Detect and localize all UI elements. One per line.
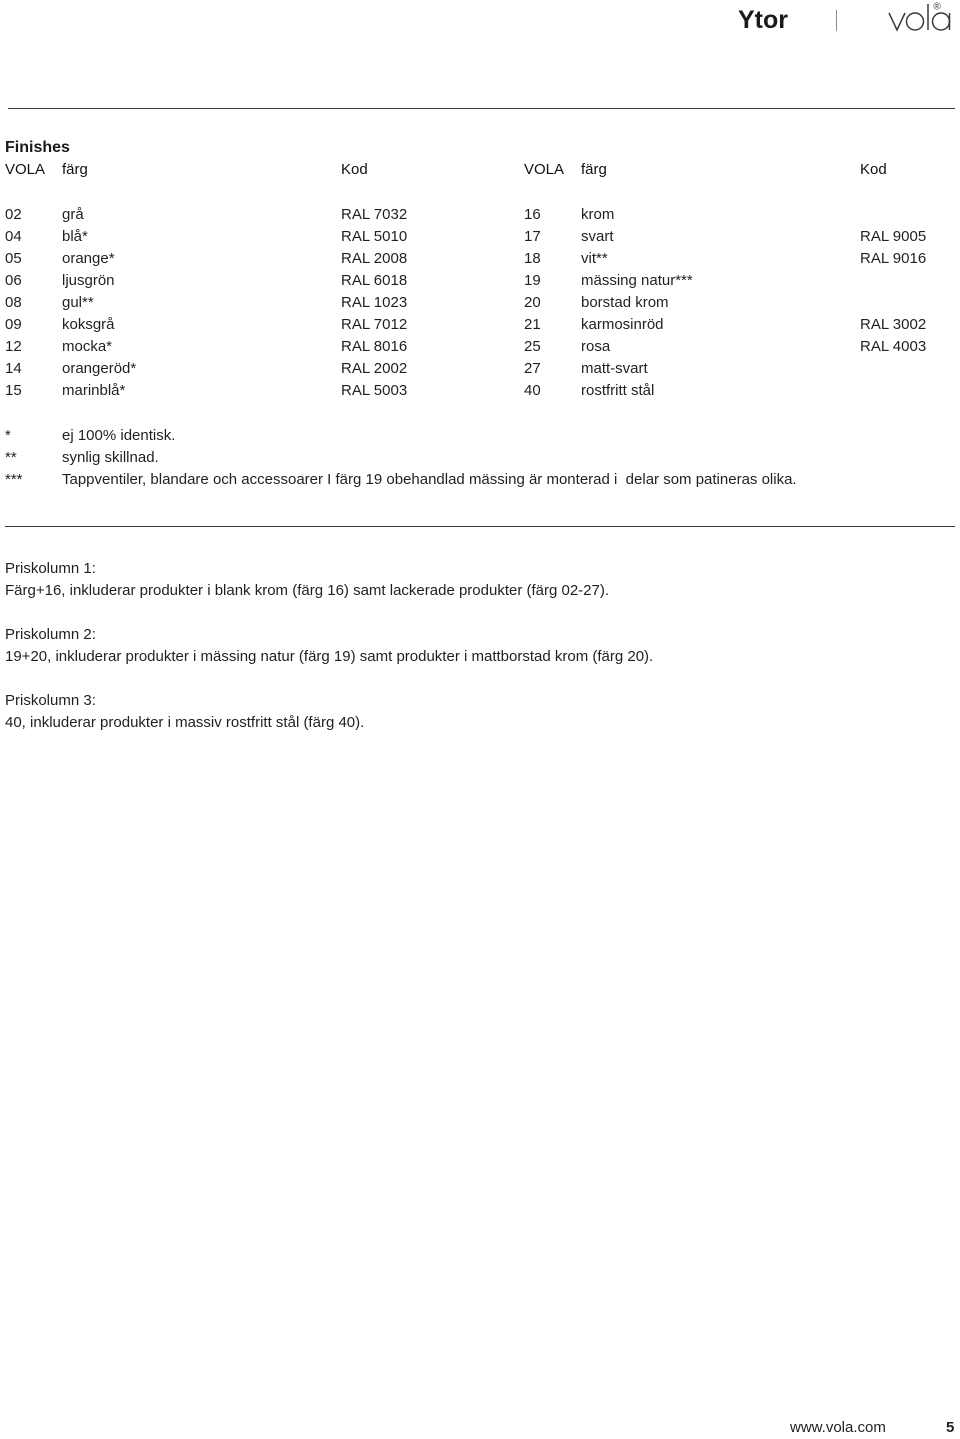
column-header-code: Kod [341, 161, 368, 178]
logo-letter-a-bowl [933, 13, 950, 30]
price-column-description: 40, inkluderar produkter i massiv rostfritt stål (färg 40). [5, 714, 365, 731]
finish-number: 18 [524, 250, 541, 267]
footnote-mark: ** [5, 449, 17, 466]
finish-row [524, 314, 960, 336]
finish-color-name: koksgrå [62, 316, 115, 333]
finish-ral-code: RAL 5003 [341, 382, 408, 399]
footnote [5, 447, 955, 469]
footnote-text: Tappventiler, blandare och accessoarer I färg 19 obehandlad mässing är monterad i delar som patineras olika. [62, 471, 797, 488]
finish-row [524, 336, 960, 358]
column-header-code: Kod [860, 161, 887, 178]
finish-row [524, 270, 960, 292]
finish-color-name: borstad krom [581, 294, 669, 311]
finish-row [5, 226, 445, 248]
finish-number: 40 [524, 382, 541, 399]
price-column-label: Priskolumn 2: [5, 626, 96, 643]
finish-row [5, 292, 445, 314]
finish-number: 09 [5, 316, 22, 333]
finish-row [5, 380, 445, 402]
finish-number: 17 [524, 228, 541, 245]
finish-number: 04 [5, 228, 22, 245]
finish-ral-code: RAL 3002 [860, 316, 927, 333]
finish-number: 08 [5, 294, 22, 311]
finish-color-name: mocka* [62, 338, 113, 355]
price-column-2 [5, 624, 955, 668]
finish-ral-code: RAL 4003 [860, 338, 927, 355]
footer-url: www.vola.com [790, 1419, 886, 1436]
logo-letter-o [907, 13, 924, 30]
price-column-3 [5, 690, 955, 734]
finish-ral-code: RAL 6018 [341, 272, 408, 289]
finish-row [5, 336, 445, 358]
header-divider [836, 10, 837, 31]
finishes-table-left [5, 159, 445, 402]
finish-color-name: rosa [581, 338, 611, 355]
finish-number: 05 [5, 250, 22, 267]
middle-rule [5, 526, 955, 527]
finish-color-name: krom [581, 206, 615, 223]
finishes-rows-left [5, 204, 445, 402]
finish-number: 19 [524, 272, 541, 289]
finish-number: 27 [524, 360, 541, 377]
finish-color-name: orangeröd* [62, 360, 137, 377]
finish-ral-code: RAL 1023 [341, 294, 408, 311]
finish-number: 12 [5, 338, 22, 355]
finishes-rows-right [524, 204, 960, 402]
price-column-label: Priskolumn 3: [5, 692, 96, 709]
price-column-description: Färg+16, inkluderar produkter i blank krom (färg 16) samt lackerade produkter (färg 02-27). [5, 582, 610, 599]
footnote-mark: * [5, 427, 11, 444]
footnote-text: synlig skillnad. [62, 449, 159, 466]
finish-color-name: svart [581, 228, 614, 245]
finish-color-name: ljusgrön [62, 272, 115, 289]
finish-row [5, 270, 445, 292]
column-header-color: färg [581, 161, 607, 178]
price-column-1 [5, 558, 955, 602]
footnote [5, 469, 955, 491]
finish-color-name: orange* [62, 250, 115, 267]
finish-color-name: rostfritt stål [581, 382, 655, 399]
finish-color-name: blå* [62, 228, 88, 245]
finish-ral-code: RAL 2002 [341, 360, 408, 377]
table-header-row [5, 159, 445, 181]
top-rule [8, 108, 955, 109]
finish-number: 06 [5, 272, 22, 289]
finish-color-name: mässing natur*** [581, 272, 693, 289]
footnote-text: ej 100% identisk. [62, 427, 176, 444]
finish-color-name: gul** [62, 294, 94, 311]
finish-number: 20 [524, 294, 541, 311]
footnote-mark: *** [5, 471, 23, 488]
table-header-row [524, 159, 960, 181]
footnote [5, 425, 955, 447]
finish-ral-code: RAL 7012 [341, 316, 408, 333]
finish-number: 15 [5, 382, 22, 399]
finish-color-name: matt-svart [581, 360, 648, 377]
finish-ral-code: RAL 9005 [860, 228, 927, 245]
finish-ral-code: RAL 7032 [341, 206, 408, 223]
price-column-label: Priskolumn 1: [5, 560, 96, 577]
finish-number: 14 [5, 360, 22, 377]
column-header-color: färg [62, 161, 88, 178]
finish-ral-code: RAL 9016 [860, 250, 927, 267]
finish-row [524, 248, 960, 270]
finish-number: 25 [524, 338, 541, 355]
footnotes [5, 425, 955, 491]
finish-row [5, 248, 445, 270]
finish-row [5, 358, 445, 380]
finish-number: 16 [524, 206, 541, 223]
finish-number: 21 [524, 316, 541, 333]
page-number: 5 [946, 1419, 955, 1436]
section-title: Ytor [738, 6, 788, 34]
finish-color-name: vit** [581, 250, 608, 267]
price-columns [5, 558, 955, 756]
finish-row [524, 380, 960, 402]
finish-row [5, 204, 445, 226]
logo-letter-v [889, 13, 905, 30]
finish-ral-code: RAL 2008 [341, 250, 408, 267]
column-header-vola: VOLA [524, 161, 565, 178]
finish-row [524, 226, 960, 248]
price-column-description: 19+20, inkluderar produkter i mässing natur (färg 19) samt produkter i mattborstad krom (färg 20). [5, 648, 654, 665]
finish-row [524, 292, 960, 314]
finish-row [524, 204, 960, 226]
finish-color-name: karmosinröd [581, 316, 664, 333]
finish-ral-code: RAL 8016 [341, 338, 408, 355]
finishes-title: Finishes [5, 139, 70, 156]
finishes-table-right [524, 159, 960, 402]
finish-color-name: marinblå* [62, 382, 126, 399]
finish-row [5, 314, 445, 336]
finish-ral-code: RAL 5010 [341, 228, 408, 245]
vola-logo [886, 1, 958, 33]
registered-mark: ® [933, 1, 941, 13]
finish-color-name: grå [62, 206, 84, 223]
finish-number: 02 [5, 206, 22, 223]
finish-row [524, 358, 960, 380]
column-header-vola: VOLA [5, 161, 46, 178]
